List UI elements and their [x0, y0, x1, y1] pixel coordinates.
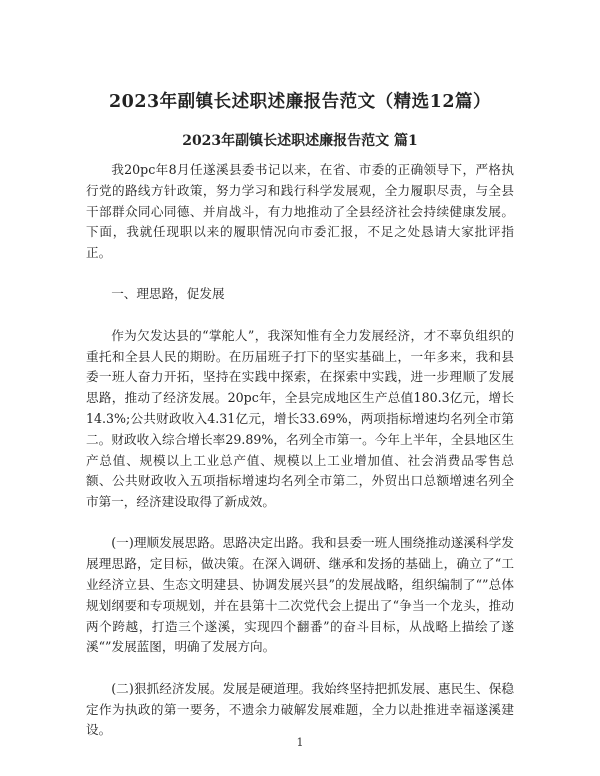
paragraph-economic-growth: (二)狠抓经济发展。发展是硬道理。我始终坚持把抓发展、惠民生、保稳定作为执政的第一要务，不遗余力破解发展难题，全力以赴推进幸福遂溪建设。 — [86, 680, 514, 738]
document-body — [86, 160, 514, 741]
section-heading: 一、理思路，促发展 — [111, 286, 225, 302]
paragraph-economy: 作为欠发达县的“掌舵人”，我深知惟有全力发展经济，才不辜负组织的重托和全县人民的期盼。在历届班子打下的坚实基础上，一年多来，我和县委一班人奋力开拓，坚持在实践中探索，在探索中实践，进一步理顺了发展思路，推动了经济发展。20pc年，全县完成地区生产总值180.3亿元，增长14.3%;公共财政收入4.31亿元，增长33.69%，两项指标增速均名列全市第二。财政收入综合增长率29.89%，名列全市第一。今年上半年，全县地区生产总值、规模以上工业总产值、规模以上工业增加值、社会消费品零售总额、公共财政收入五项指标增速均名列全市第二，外贸出口总额增速名列全市第一，经济建设取得了新成效。 — [86, 327, 514, 510]
page-number: 1 — [296, 736, 304, 749]
section-title: 2023年副镇长述职述廉报告范文 篇1 — [182, 133, 418, 149]
document-title: 2023年副镇长述职述廉报告范文（精选12篇） — [108, 92, 492, 112]
paragraph-intro: 我20pc年8月任遂溪县委书记以来，在省、市委的正确领导下，严格执行党的路线方针政策，努力学习和践行科学发展观，全力履职尽责，与全县干部群众同心同德、并肩战斗，有力地推动了全县经济社会持续健康发展。下面，我就任现职以来的履职情况向市委汇报，不足之处恳请大家批评指正。 — [86, 162, 514, 261]
paragraph-development-ideas: (一)理顺发展思路。思路决定出路。我和县委一班人围绕推动遂溪科学发展理思路，定目标，做决策。在深入调研、继承和发扬的基础上，确立了“工业经济立县、生态文明建县、协调发展兴县”的发展战略，组织编制了“”总体规划纲要和专项规划，并在县第十二次党代会上提出了“争当一个龙头，推动两个跨越，打造三个遂溪，实现四个翻番”的奋斗目标，从战略上描绘了遂溪“”发展蓝图，明确了发展方向。 — [86, 535, 514, 655]
